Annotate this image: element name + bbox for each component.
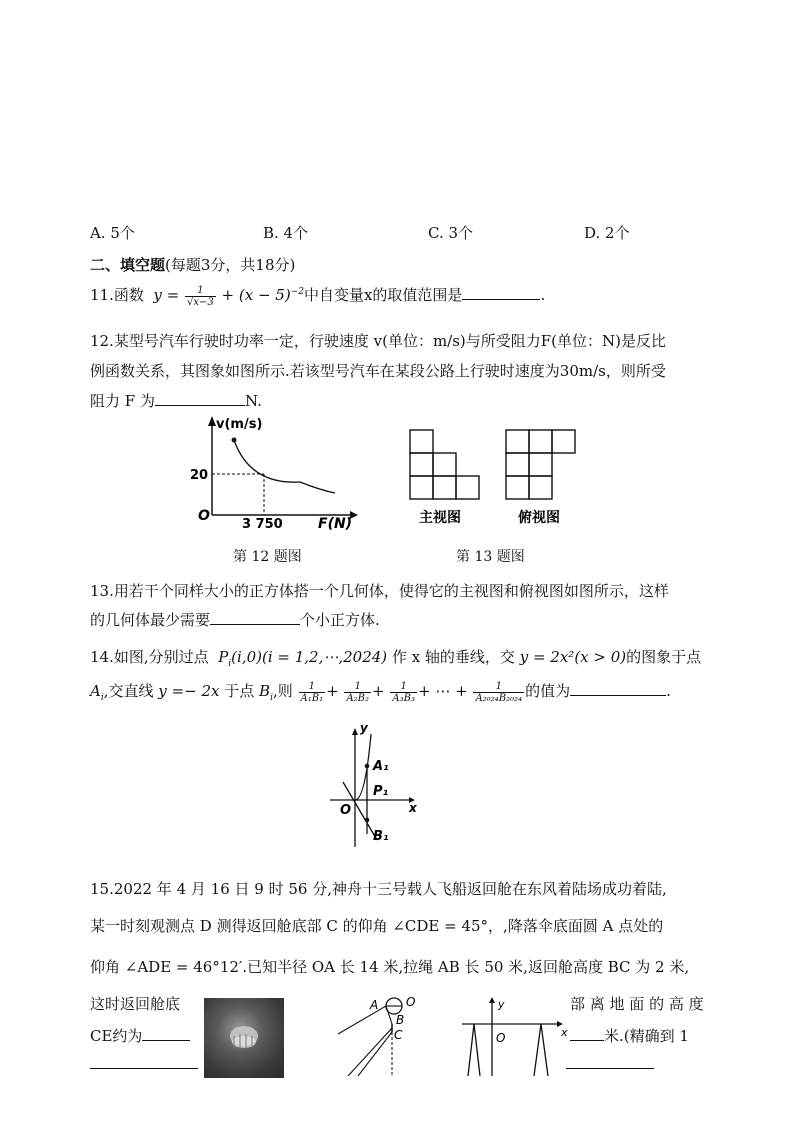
option-a: A. 5个	[90, 224, 135, 242]
p1-label: P₁	[373, 784, 389, 799]
q11-end: .	[540, 286, 546, 304]
question-11	[90, 284, 545, 308]
q15-precision-text: 米.(精确到 1	[604, 1027, 689, 1045]
curve-start-point	[232, 438, 237, 443]
q15-answer-blank[interactable]	[142, 1026, 190, 1041]
q14-end: .	[666, 682, 671, 700]
q14-text-c: 于点	[224, 682, 255, 700]
q12-line1: 12.某型号汽车行驶时功率一定，行驶速度 v(单位：m/s)与所受阻力F(单位：N)是反比	[90, 332, 667, 350]
q12-graph	[190, 410, 370, 530]
q15-line4-left: 这时返回舱底	[90, 995, 181, 1013]
q15-bottom-blank-left[interactable]	[90, 1068, 198, 1069]
q14-frac-2: $\frac{1}{\text{A₂B₂}}$	[346, 680, 370, 704]
y-tick-label: 20	[190, 468, 209, 483]
top-view	[506, 430, 575, 499]
q11-formula: y = $\frac{1}{√x-3}$ + $(x - 5)^{-2}$	[148, 284, 304, 308]
section-title: 二、填空题	[90, 256, 166, 274]
y-axis-label: y	[360, 722, 368, 735]
q11-answer-blank[interactable]	[462, 285, 540, 300]
q13-line2	[90, 609, 380, 630]
label-b: B	[396, 1013, 405, 1027]
option-c: C. 3个	[428, 224, 474, 242]
q13-prefix: 的几何体最少需要	[90, 611, 211, 629]
q15-line5-left	[90, 1025, 190, 1046]
y-axis-arrow	[208, 416, 216, 426]
q14-answer-blank[interactable]	[570, 681, 666, 696]
q15-line1: 15.2022 年 4 月 16 日 9 时 56 分,神舟十三号载人飞船返回舱在东风着陆场成功着陆,	[90, 880, 667, 898]
inverse-curve	[234, 440, 335, 493]
q14-text-e: ,则	[272, 682, 293, 700]
q14-frac-1: $\frac{1}{\text{A₁B₁}}$	[300, 680, 324, 704]
right-peak	[534, 1024, 548, 1076]
q13-answer-blank[interactable]	[210, 610, 300, 625]
q13-line1: 13.用若干个同样大小的正方体搭一个几何体，使得它的主视图和俯视图如图所示，这样	[90, 582, 669, 600]
label-c: C	[394, 1028, 403, 1042]
sight-line-c2	[358, 1032, 392, 1076]
y-axis-arrow	[489, 997, 495, 1003]
option-d: D. 2个	[584, 224, 630, 242]
top-view-label: 俯视图	[518, 510, 560, 526]
x-axis-label: x	[409, 801, 417, 815]
option-b: B. 4个	[263, 224, 309, 242]
q13-suffix: 个小正方体.	[300, 611, 380, 629]
x-axis-label: F(N)	[318, 516, 353, 530]
q14-curve: y = 2x²(x > 0)	[519, 648, 627, 666]
label-o: O	[406, 995, 416, 1009]
x-tick-label: 3 750	[242, 517, 283, 530]
q14-suffix: 的图象于点	[626, 648, 702, 666]
y-axis-arrow	[352, 728, 358, 735]
q15-answer-blank-2[interactable]	[570, 1026, 604, 1041]
y-axis-label: v(m/s)	[216, 417, 263, 432]
x-label: x	[561, 1026, 568, 1039]
label-a: A	[370, 998, 379, 1012]
section-heading	[90, 254, 295, 275]
sight-line-a	[338, 1006, 386, 1034]
q15-line4-right: 部 离 地 面 的 高 度	[570, 995, 704, 1013]
origin-label: O	[198, 508, 210, 524]
q12-answer-blank[interactable]	[155, 391, 245, 406]
q14-sum-tail: 的值为	[525, 682, 571, 700]
front-view-label: 主视图	[419, 510, 461, 526]
q11-prefix: 11.函数	[90, 286, 144, 304]
q14-mid: 作 x 轴的垂线，交	[391, 648, 515, 666]
q12-suffix: N.	[244, 392, 262, 410]
section-note: (每题3分，共18分)	[165, 256, 296, 274]
q14-frac-3: $\frac{1}{\text{A₃B₃}}$	[392, 680, 415, 704]
b1-label: B₁	[373, 829, 389, 844]
q15-line5-right	[570, 1025, 689, 1046]
q12-prefix: 阻力 F 为	[90, 392, 155, 410]
q15-coordinate-figure	[458, 996, 570, 1076]
q14-text-b: ,交直线	[103, 682, 154, 700]
fig13-caption: 第 13 题图	[456, 549, 525, 565]
fig12-caption: 第 12 题图	[233, 549, 302, 565]
y-label: y	[498, 998, 505, 1011]
q15-line3: 仰角 ∠ADE = 46°12′.已知半径 OA 长 14 米,拉绳 AB 长 50 米,返回舱高度 BC 为 2 米,	[90, 958, 690, 976]
left-peak	[468, 1024, 480, 1076]
origin-label: O	[340, 803, 352, 818]
q14-prefix: 14.如图,分别过点	[90, 648, 209, 666]
capsule-photo-art	[204, 998, 284, 1078]
q15-ce-text: CE约为	[90, 1027, 143, 1045]
front-view	[410, 430, 479, 499]
q14-point-a: $A_i$	[90, 682, 104, 703]
q14-line1	[90, 646, 701, 669]
origin-label: O	[496, 1031, 506, 1045]
q12-line2: 例函数关系，其图象如图所示.若该型号汽车在某段公路上行驶时速度为30m/s，则所受	[90, 362, 666, 380]
q13-views	[405, 425, 595, 531]
q15-line2: 某一时刻观测点 D 测得返回舱底部 C 的仰角 ∠CDE = 45°，,降落伞底面圆 A 点处的	[90, 917, 664, 935]
a1-label: A₁	[373, 759, 389, 774]
q14-point-b: $B_i$	[259, 682, 273, 703]
return-capsule-photo	[204, 998, 284, 1078]
point-b1	[365, 818, 370, 823]
q14-line2: $A_i$,交直线 y =− 2x 于点 $B_i$,则 $\frac{1}{\text{A₁B₁}}$ + $\frac{1}{\text{A₂B₂}}$ + $\frac{1}{\text{A₃B₃}}$ + ⋯ + $\frac{1}{\text{A₂₀₂₄B₂₀₂₄}}$ 的值为 .	[90, 680, 671, 704]
q14-line-eq: y =− 2x	[158, 682, 220, 700]
point-a1	[365, 764, 370, 769]
sight-line-c1	[348, 1028, 392, 1076]
q14-graph	[325, 722, 425, 852]
rope-ab	[386, 1006, 392, 1024]
q11-suffix: 中自变量x的取值范围是	[303, 286, 463, 304]
q14-frac-n: $\frac{1}{\text{A₂₀₂₄B₂₀₂₄}}$	[475, 680, 523, 704]
q14-point: $P_i(i,0)(i$ = 1,2,⋯,2024)	[218, 648, 388, 669]
q15-geometry-figure	[330, 994, 430, 1076]
q15-bottom-blank-right[interactable]	[566, 1068, 654, 1069]
q12-line3	[90, 390, 262, 411]
